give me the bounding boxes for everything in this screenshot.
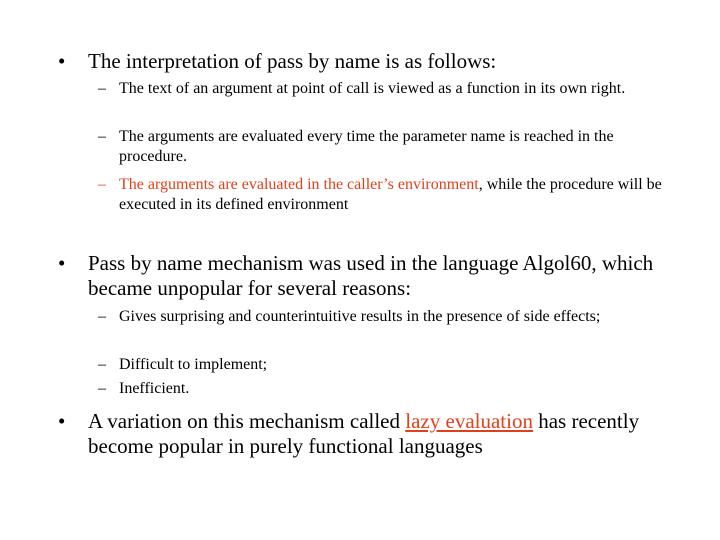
bullet-3-before: A variation on this mechanism called <box>88 409 406 433</box>
bullet-2-sub-1 <box>98 307 673 327</box>
bullet-1-sub-1-text: The text of an argument at point of call is viewed as a function in its own right. <box>119 80 626 97</box>
bullet-3-text <box>88 409 678 459</box>
bullet-dot: • <box>58 409 66 433</box>
bullet-1-sub-2-text: The arguments are evaluated every time the parameter name is reached in the procedure. <box>119 128 614 165</box>
sub-dash: – <box>98 128 106 145</box>
bullet-1-sub-3-rest: , while the procedure will be executed in its defined environment <box>119 176 662 213</box>
sub-dash: – <box>98 176 106 193</box>
bullet-2-sub-3-text: Inefficient. <box>119 380 190 397</box>
sub-dash: – <box>98 380 106 397</box>
bullet-2-sub-1-text: Gives surprising and counterintuitive results in the presence of side effects; <box>119 308 601 325</box>
bullet-1-text: The interpretation of pass by name is as follows: <box>88 49 497 73</box>
lazy-evaluation-link[interactable]: lazy evaluation <box>405 409 533 433</box>
bullet-dot: • <box>58 251 66 275</box>
bullet-2-sub-2-text: Difficult to implement; <box>119 356 268 373</box>
bullet-2-sub-2 <box>98 355 673 375</box>
bullet-2 <box>58 251 678 301</box>
bullet-3 <box>58 409 678 459</box>
bullet-1-sub-1 <box>98 79 673 99</box>
bullet-1-sub-3 <box>98 175 673 215</box>
sub-dash: – <box>98 308 106 325</box>
bullet-1-sub-3-text <box>119 175 673 215</box>
bullet-1-sub-2 <box>98 127 673 167</box>
bullet-3-after: has recently become popular in purely functional languages <box>88 409 640 458</box>
sub-dash: – <box>98 356 106 373</box>
bullet-1 <box>58 49 678 74</box>
caller-environment-highlight: The arguments are evaluated in the caller’s environment <box>119 176 479 193</box>
bullet-dot: • <box>58 49 66 73</box>
bullet-2-text: Pass by name mechanism was used in the language Algol60, which became unpopular for several reasons: <box>88 251 654 300</box>
bullet-2-sub-3 <box>98 379 673 399</box>
sub-dash: – <box>98 80 106 97</box>
